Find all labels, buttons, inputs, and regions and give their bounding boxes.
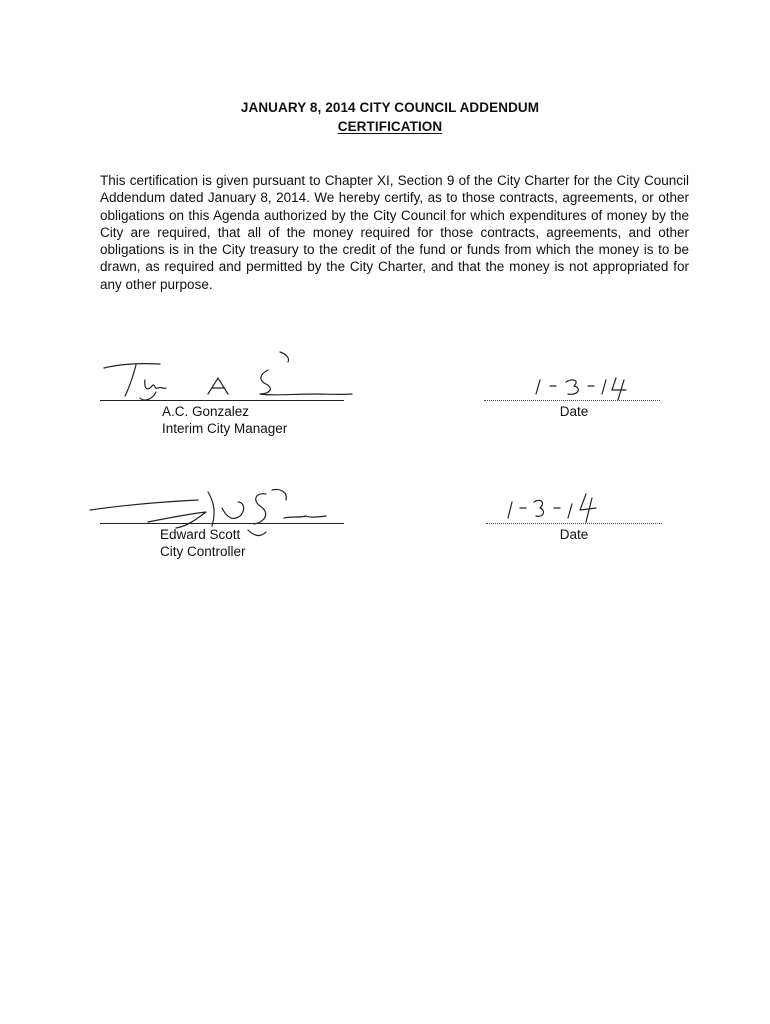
scott-date-line bbox=[486, 523, 662, 524]
gonzalez-name: A.C. Gonzalez bbox=[162, 404, 250, 419]
scott-date-label: Date bbox=[559, 527, 589, 542]
scott-signature-line bbox=[100, 523, 344, 524]
scott-signed-date bbox=[500, 488, 640, 524]
scott-name: Edward Scott bbox=[160, 527, 241, 542]
scott-signatory-block bbox=[160, 526, 246, 560]
certification-paragraph: This certification is given pursuant to Chapter XI, Section 9 of the City Charter for the City Council Addendum dated January 8, 2014. We hereby certify, as to those contracts, agreements, or other obligations on this Agenda authorized by the City Council for which expenditures of money by the City are required, that all of the money required for those contracts, agreements, and other obligations is in the City treasury to the credit of the fund or funds from which the money is to be drawn, as required and permitted by the City Charter, and that the money is not appropriated for any other purpose. bbox=[100, 173, 689, 292]
gonzalez-signature bbox=[100, 350, 360, 404]
gonzalez-signatory-block bbox=[162, 403, 287, 437]
gonzalez-date-label: Date bbox=[559, 404, 589, 419]
gonzalez-title: Interim City Manager bbox=[162, 421, 288, 436]
gonzalez-date-line bbox=[484, 400, 660, 401]
title-line-1: JANUARY 8, 2014 CITY COUNCIL ADDENDUM bbox=[240, 100, 540, 115]
document-title bbox=[0, 98, 770, 136]
gonzalez-signature-line bbox=[100, 400, 344, 401]
scott-title: City Controller bbox=[160, 544, 246, 559]
gonzalez-signed-date bbox=[510, 370, 650, 402]
title-line-2: CERTIFICATION bbox=[337, 119, 443, 134]
